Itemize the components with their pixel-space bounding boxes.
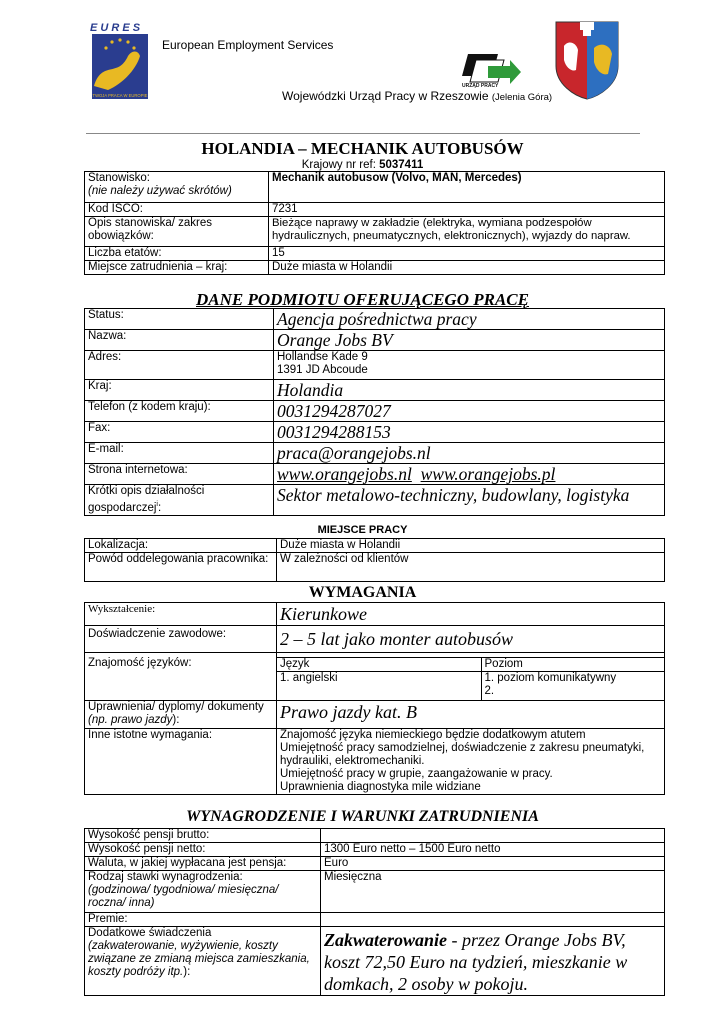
desc-label: Opis stanowiska/ zakres obowiązków:	[85, 217, 269, 247]
salary-heading: WYNAGRODZENIE I WARUNKI ZATRUDNIENIA	[186, 808, 539, 825]
reason-value: W zależności od klientów	[277, 553, 665, 582]
desc-value: Bieżące naprawy w zakładzie (elektryka, wymiana podzespołów hydraulicznych, pneumatycznych, elektronicznych), wyjazdy do napraw.	[269, 217, 665, 247]
wup-label: Wojewódzki Urząd Pracy w Rzeszowie (Jelenia Góra)	[282, 89, 553, 103]
table-row	[85, 829, 665, 843]
www-link-pl[interactable]: www.orangejobs.pl	[420, 464, 556, 484]
phone-value: 0031294287027	[274, 401, 665, 422]
svg-text:TWOJA PRACA W EUROPIE: TWOJA PRACA W EUROPIE	[92, 93, 148, 98]
table-row	[277, 672, 665, 700]
other-line: Umiejętność pracy w grupie, zaangażowanie w pracy.	[280, 768, 553, 780]
lang-col-language: Język	[277, 658, 481, 672]
net-value: 1300 Euro netto – 1500 Euro netto	[321, 843, 665, 857]
isco-value: 7231	[269, 203, 665, 217]
currency-value: Euro	[321, 857, 665, 871]
table-row	[85, 701, 665, 729]
address-label: Adres:	[85, 351, 274, 380]
languages-cell	[277, 653, 665, 701]
position-note: (nie należy używać skrótów)	[88, 185, 232, 197]
table-row	[85, 380, 665, 401]
licenses-value: Prawo jazdy kat. B	[277, 701, 665, 729]
status-value: Agencja pośrednictwa pracy	[274, 309, 665, 330]
education-value: Kierunkowe	[277, 603, 665, 626]
table-row	[85, 172, 665, 203]
wup-logo	[458, 52, 522, 88]
lang-row2-level: 2.	[484, 685, 495, 697]
eures-logo	[88, 20, 152, 102]
table-row	[85, 553, 665, 582]
count-value: 15	[269, 247, 665, 261]
licenses-label: Uprawnienia/ dyplomy/ dokumenty	[88, 701, 264, 713]
position-value: Mechanik autobusow (Volvo, MAN, Mercedes)	[269, 172, 665, 203]
country-value: Holandia	[274, 380, 665, 401]
www-label: Strona internetowa:	[85, 464, 274, 485]
header-divider	[86, 133, 640, 134]
isco-label: Kod ISCO:	[85, 203, 269, 217]
name-value: Orange Jobs BV	[274, 330, 665, 351]
rate-label: Rodzaj stawki wynagrodzenia:	[88, 871, 243, 883]
requirements-heading: WYMAGANIA	[308, 584, 417, 601]
table-row	[85, 422, 665, 443]
ref-number: Krajowy nr ref: 5037411	[301, 159, 424, 171]
fax-value: 0031294288153	[274, 422, 665, 443]
table-row	[85, 330, 665, 351]
salary-table	[84, 828, 665, 996]
place-value: Duże miasta w Holandii	[269, 261, 665, 275]
job-table	[84, 171, 665, 275]
address-line2: 1391 JD Abcoude	[277, 364, 368, 376]
status-label: Status:	[85, 309, 274, 330]
svg-text:E U R E S: E U R E S	[90, 22, 141, 34]
email-value[interactable]: praca@orangejobs.nl	[274, 443, 665, 464]
table-row	[85, 603, 665, 626]
table-row	[85, 203, 665, 217]
experience-value: 2 – 5 lat jako monter autobusów	[277, 626, 665, 653]
other-line: Umiejętność pracy samodzielnej, doświadczenie z zakresu pneumatyki, hydrauliki, elektromechaniki.	[280, 742, 645, 767]
activity-value: Sektor metalowo-techniczny, budowlany, logistyka	[274, 485, 665, 516]
www-link-nl[interactable]: www.orangejobs.nl	[277, 464, 412, 484]
languages-table	[277, 657, 665, 700]
table-row	[85, 401, 665, 422]
workplace-table	[84, 538, 665, 582]
table-row	[85, 485, 665, 516]
table-row	[85, 464, 665, 485]
benefits-note: (zakwaterowanie, wyżywienie, koszty związane ze zmianą miejsca zamieszkania, koszty podróży itp.):	[88, 940, 310, 978]
employer-heading: DANE PODMIOTU OFERUJĄCEGO PRACĘ	[196, 290, 529, 309]
table-row	[85, 309, 665, 330]
svg-text:URZĄD PRACY: URZĄD PRACY	[462, 83, 499, 88]
languages-label: Znajomość języków:	[85, 653, 277, 701]
workplace-heading: MIEJSCE PRACY	[317, 524, 408, 536]
table-row	[85, 653, 665, 701]
lang-row1-level: 1. poziom komunikatywny	[484, 672, 617, 684]
gross-value	[321, 829, 665, 843]
requirements-table	[84, 602, 665, 795]
licenses-note: (np. prawo jazdy):	[88, 714, 180, 726]
count-label: Liczba etatów:	[85, 247, 269, 261]
experience-label: Doświadczenie zawodowe:	[85, 626, 277, 653]
bonus-label: Premie:	[85, 913, 321, 927]
table-row	[85, 351, 665, 380]
net-label: Wysokość pensji netto:	[85, 843, 321, 857]
education-label: Wykształcenie:	[85, 603, 277, 626]
page-title: HOLANDIA – MECHANIK AUTOBUSÓW	[201, 139, 524, 158]
other-line: Uprawnienia diagnostyka mile widziane	[280, 781, 481, 793]
lang-col-level: Poziom	[481, 658, 665, 672]
benefits-value: Zakwaterowanie - przez Orange Jobs BV, koszt 72,50 Euro na tydzień, mieszkanie w domkach, 2 osoby w pokoju.	[321, 927, 665, 996]
table-row	[85, 261, 665, 275]
position-label: Stanowisko:	[88, 172, 151, 184]
location-label: Lokalizacja:	[85, 539, 277, 553]
region-crest-icon	[554, 20, 620, 100]
table-row	[85, 247, 665, 261]
phone-label: Telefon (z kodem kraju):	[85, 401, 274, 422]
address-line1: Hollandse Kade 9	[277, 351, 368, 363]
fax-label: Fax:	[85, 422, 274, 443]
rate-value: Miesięczna	[321, 871, 665, 913]
table-row	[85, 539, 665, 553]
table-row	[277, 658, 665, 672]
table-row	[85, 729, 665, 795]
bonus-value	[321, 913, 665, 927]
email-label: E-mail:	[85, 443, 274, 464]
table-row	[85, 871, 665, 913]
table-row	[85, 626, 665, 653]
table-row	[85, 857, 665, 871]
name-label: Nazwa:	[85, 330, 274, 351]
rate-note: (godzinowa/ tygodniowa/ miesięczna/ roczna/ inna)	[88, 884, 279, 909]
location-value: Duże miasta w Holandii	[277, 539, 665, 553]
ees-label: European Employment Services	[162, 38, 334, 52]
lang-row1-language: 1. angielski	[277, 672, 481, 700]
currency-label: Waluta, w jakiej wypłacana jest pensja:	[85, 857, 321, 871]
other-label: Inne istotne wymagania:	[85, 729, 277, 795]
reason-label: Powód oddelegowania pracownika:	[85, 553, 277, 582]
employer-table	[84, 308, 665, 516]
country-label: Kraj:	[85, 380, 274, 401]
table-row	[85, 843, 665, 857]
table-row	[85, 913, 665, 927]
table-row	[85, 443, 665, 464]
gross-label: Wysokość pensji brutto:	[85, 829, 321, 843]
other-line: Znajomość języka niemieckiego będzie dodatkowym atutem	[280, 729, 586, 741]
table-row	[85, 217, 665, 247]
activity-label: Krótki opis działalności gospodarczej$^i$:	[85, 485, 274, 516]
place-label: Miejsce zatrudnienia – kraj:	[85, 261, 269, 275]
table-row	[85, 927, 665, 996]
benefits-label: Dodatkowe świadczenia	[88, 927, 212, 939]
